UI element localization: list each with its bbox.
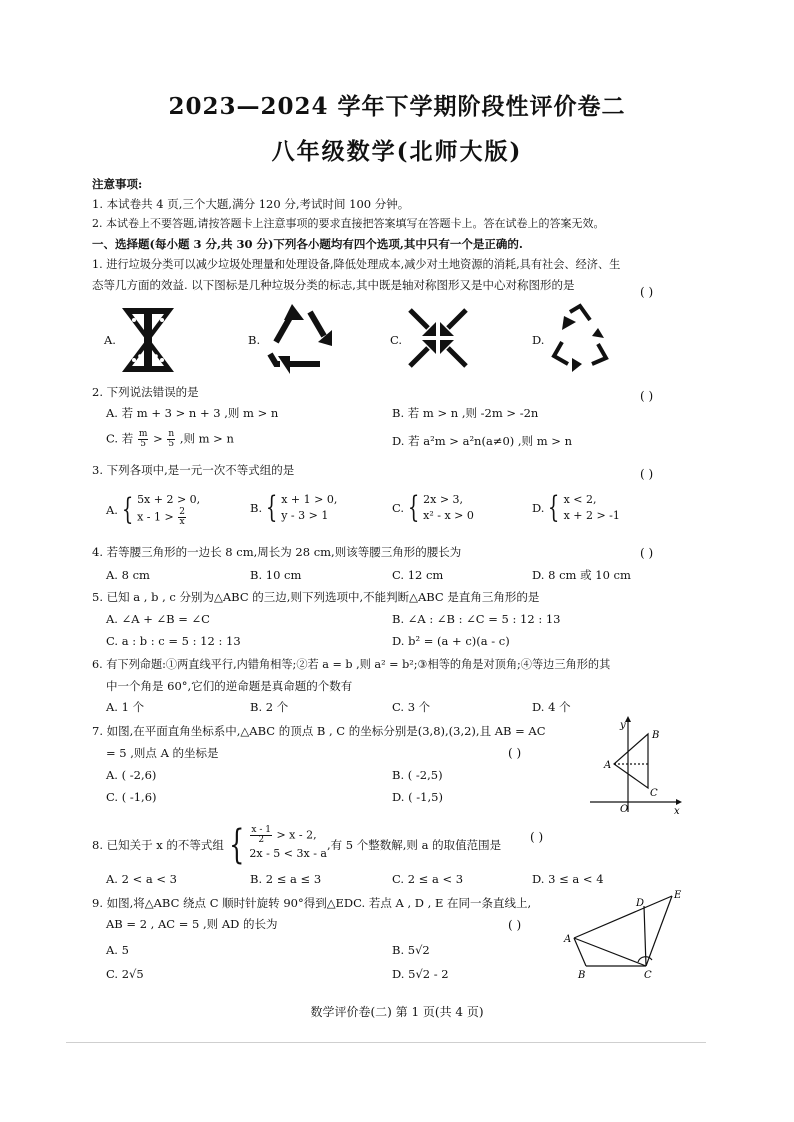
- notes-heading: 注意事项:: [92, 177, 143, 191]
- q7-coordinate-figure: [586, 716, 682, 816]
- q5-option-c: C. a : b : c = 5 : 12 : 13: [106, 634, 241, 648]
- q8-option-d: D. 3 ≤ a < 4: [532, 872, 604, 886]
- q5-option-b: B. ∠A : ∠B : ∠C = 5 : 12 : 13: [392, 612, 561, 626]
- q3-d-line2: x + 2 > -1: [563, 509, 620, 522]
- q2-c-fraction-1: [138, 430, 149, 449]
- q7-line2: = 5 ,则点 A 的坐标是: [106, 746, 219, 760]
- q9-rotation-figure: [560, 888, 690, 984]
- q3-option-c: C. { 2x > 3, x² - x > 0: [392, 490, 474, 525]
- q2-option-b: B. 若 m > n ,则 -2m > -2n: [392, 406, 539, 420]
- q6-option-b: B. 2 个: [250, 700, 289, 714]
- q4-option-a: A. 8 cm: [106, 568, 150, 582]
- q6-option-c: C. 3 个: [392, 700, 431, 714]
- q8-frac-num: x - 1: [251, 825, 271, 835]
- q3-a-label: A.: [106, 502, 118, 517]
- q8-option-a: A. 2 < a < 3: [106, 872, 177, 886]
- q5-option-d: D. b² = (a + c)(a - c): [392, 634, 510, 648]
- q4-option-d: D. 8 cm 或 10 cm: [532, 568, 631, 582]
- q9-label-b: B: [578, 970, 586, 981]
- q3-d-label: D.: [532, 501, 545, 515]
- q2-c-frac1-den: 5: [140, 439, 146, 449]
- q9-line-ae: [574, 896, 672, 938]
- q7-option-b: B. ( -2,5): [392, 768, 443, 782]
- q1-option-c-label: C.: [390, 333, 403, 347]
- q3-b-label: B.: [250, 501, 263, 515]
- q6-line1: 6. 有下列命题:①两直线平行,内错角相等;②若 a = b ,则 a² = b²;③相等的角是对顶角;④等边三角形的其: [92, 658, 611, 671]
- q6-option-d: D. 4 个: [532, 700, 571, 714]
- q6-line2: 中一个角是 60°,它们的逆命题是真命题的个数有: [106, 679, 353, 693]
- q9-option-d: D. 5√2 - 2: [392, 967, 449, 981]
- q2-stem: 2. 下列说法错误的是: [92, 385, 199, 399]
- q7-label-o: O: [620, 804, 629, 815]
- q7-label-b: B: [652, 730, 660, 741]
- q2-c-suffix: ,则 m > n: [179, 431, 234, 446]
- q2-c-gt: >: [153, 431, 163, 446]
- q4-option-b: B. 10 cm: [250, 568, 302, 582]
- q8-prefix: 8. 已知关于 x 的不等式组: [92, 837, 224, 852]
- q9-option-b: B. 5√2: [392, 943, 430, 957]
- q3-c-line2: x² - x > 0: [423, 509, 474, 522]
- q3-c-line1: 2x > 3,: [423, 493, 464, 506]
- q8-suffix: ,有 5 个整数解,则 a 的取值范围是: [326, 837, 502, 852]
- q2-c-fraction-2: [167, 430, 175, 449]
- q9-answer-paren: ( ): [508, 918, 522, 932]
- q5-stem: 5. 已知 a , b , c 分别为△ABC 的三边,则下列选项中,不能判断△ABC 是直角三角形的是: [92, 590, 540, 604]
- q1-line1: 1. 进行垃圾分类可以减少垃圾处理量和处理设备,降低处理成本,减少对土地资源的消耗,具有社会、经济、生: [92, 258, 621, 271]
- q8-option-b: B. 2 ≤ a ≤ 3: [250, 872, 322, 886]
- q3-d-line1: x < 2,: [563, 493, 597, 506]
- q8-answer-paren: ( ): [530, 830, 544, 844]
- q8-option-c: C. 2 ≤ a < 3: [392, 872, 464, 886]
- q7-option-d: D. ( -1,5): [392, 790, 443, 804]
- q7-label-y: y: [620, 720, 626, 731]
- section1-heading: 一、选择题(每小题 3 分,共 30 分)下列各小题均有四个选项,其中只有一个是正确的.: [92, 237, 523, 251]
- q2-c-prefix: C. 若: [106, 431, 134, 446]
- q7-option-a: A. ( -2,6): [106, 768, 157, 782]
- q4-stem: 4. 若等腰三角形的一边长 8 cm,周长为 28 cm,则该等腰三角形的腰长为: [92, 545, 462, 559]
- q3-a-line1: 5x + 2 > 0,: [137, 493, 201, 506]
- q2-c-frac1-num: m: [138, 429, 148, 439]
- q9-label-d: D: [636, 898, 645, 909]
- q8-line1-post: > x - 2,: [276, 828, 317, 842]
- q3-option-d: D. { x < 2, x + 2 > -1: [532, 490, 620, 525]
- q7-line1: 7. 如图,在平面直角坐标系中,△ABC 的顶点 B , C 的坐标分别是(3,8),(3,2),且 AB = AC: [92, 724, 546, 738]
- q1-line2: 态等几方面的效益. 以下图标是几种垃圾分类的标志,其中既是轴对称图形又是中心对称图形的是: [92, 278, 575, 292]
- q9-option-c: C. 2√5: [106, 967, 144, 981]
- q9-label-e: E: [674, 890, 682, 901]
- q3-answer-paren: ( ): [640, 467, 654, 481]
- q3-b-line1: x + 1 > 0,: [281, 493, 338, 506]
- q7-triangle: [614, 734, 648, 788]
- q3-option-a: A. { 5x + 2 > 0, x - 1 > $\frac{2}{x}$: [106, 491, 201, 527]
- q8-line2: 2x - 5 < 3x - a: [249, 847, 327, 860]
- q8-stem: 8. 已知关于 x 的不等式组 { $\frac{x - 1}{2}$ > x - 2, 2x - 5 < 3x - a ,有 5 个整数解,则 a 的取值范围是: [92, 821, 502, 868]
- q9-label-a: A: [564, 934, 572, 945]
- q1-option-a-label: A.: [104, 333, 116, 347]
- q2-c-frac2-num: n: [168, 429, 175, 439]
- q2-c-frac2-den: 5: [168, 439, 175, 449]
- q7-label-c: C: [650, 788, 658, 799]
- q2-answer-paren: ( ): [640, 389, 654, 403]
- note-item-1: 1. 本试卷共 4 页,三个大题,满分 120 分,考试时间 100 分钟。: [92, 197, 410, 211]
- q1-answer-paren: ( ): [640, 285, 654, 299]
- q5-option-a: A. ∠A + ∠B = ∠C: [106, 612, 210, 626]
- q7-label-a: A: [604, 760, 612, 771]
- footer-divider: [66, 1042, 706, 1043]
- page-footer: 数学评价卷(二) 第 1 页(共 4 页): [310, 1005, 484, 1019]
- q7-label-x: x: [674, 806, 680, 816]
- exam-title: 2023—2024 学年下学期阶段性评价卷二: [168, 93, 626, 120]
- q8-frac-den: 2: [258, 835, 265, 845]
- note-item-2: 2. 本试卷上不要答题,请按答题卡上注意事项的要求直接把答案填写在答题卡上。答在试卷上的答案无效。: [92, 217, 605, 230]
- q1-option-b-label: B.: [248, 333, 261, 347]
- q9-label-c: C: [644, 970, 652, 981]
- q2-option-d: D. 若 a²m > a²n(a≠0) ,则 m > n: [392, 434, 572, 448]
- q6-option-a: A. 1 个: [106, 700, 145, 714]
- q7-answer-paren: ( ): [508, 746, 522, 760]
- q3-a-line2: x - 1 >: [137, 510, 174, 524]
- q9-line2: AB = 2 , AC = 5 ,则 AD 的长为: [106, 917, 278, 931]
- q4-option-c: C. 12 cm: [392, 568, 444, 582]
- recycle-symbol-a-icon: [120, 306, 176, 374]
- q3-a-frac-den: x: [179, 517, 185, 527]
- q9-option-a: A. 5: [106, 943, 129, 957]
- recycle-hollow-arrows-icon: [548, 302, 612, 374]
- q3-b-line2: y - 3 > 1: [281, 509, 329, 522]
- q3-c-label: C.: [392, 501, 405, 515]
- q7-option-c: C. ( -1,6): [106, 790, 157, 804]
- q2-option-a: A. 若 m + 3 > n + 3 ,则 m > n: [106, 406, 279, 420]
- q3-a-frac-num: 2: [179, 507, 185, 517]
- recycle-triangle-arrows-icon: [262, 302, 342, 374]
- inward-arrows-icon: [406, 306, 470, 370]
- q9-line1: 9. 如图,将△ABC 绕点 C 顺时针旋转 90°得到△EDC. 若点 A , D , E 在同一条直线上,: [92, 896, 532, 910]
- q4-answer-paren: ( ): [640, 546, 654, 560]
- q1-option-d-label: D.: [532, 333, 545, 347]
- q3-stem: 3. 下列各项中,是一元一次不等式组的是: [92, 463, 295, 477]
- q2-option-c: [106, 430, 234, 449]
- exam-subtitle: 八年级数学(北师大版): [271, 138, 523, 165]
- q3-option-b: B. { x + 1 > 0, y - 3 > 1: [250, 490, 338, 525]
